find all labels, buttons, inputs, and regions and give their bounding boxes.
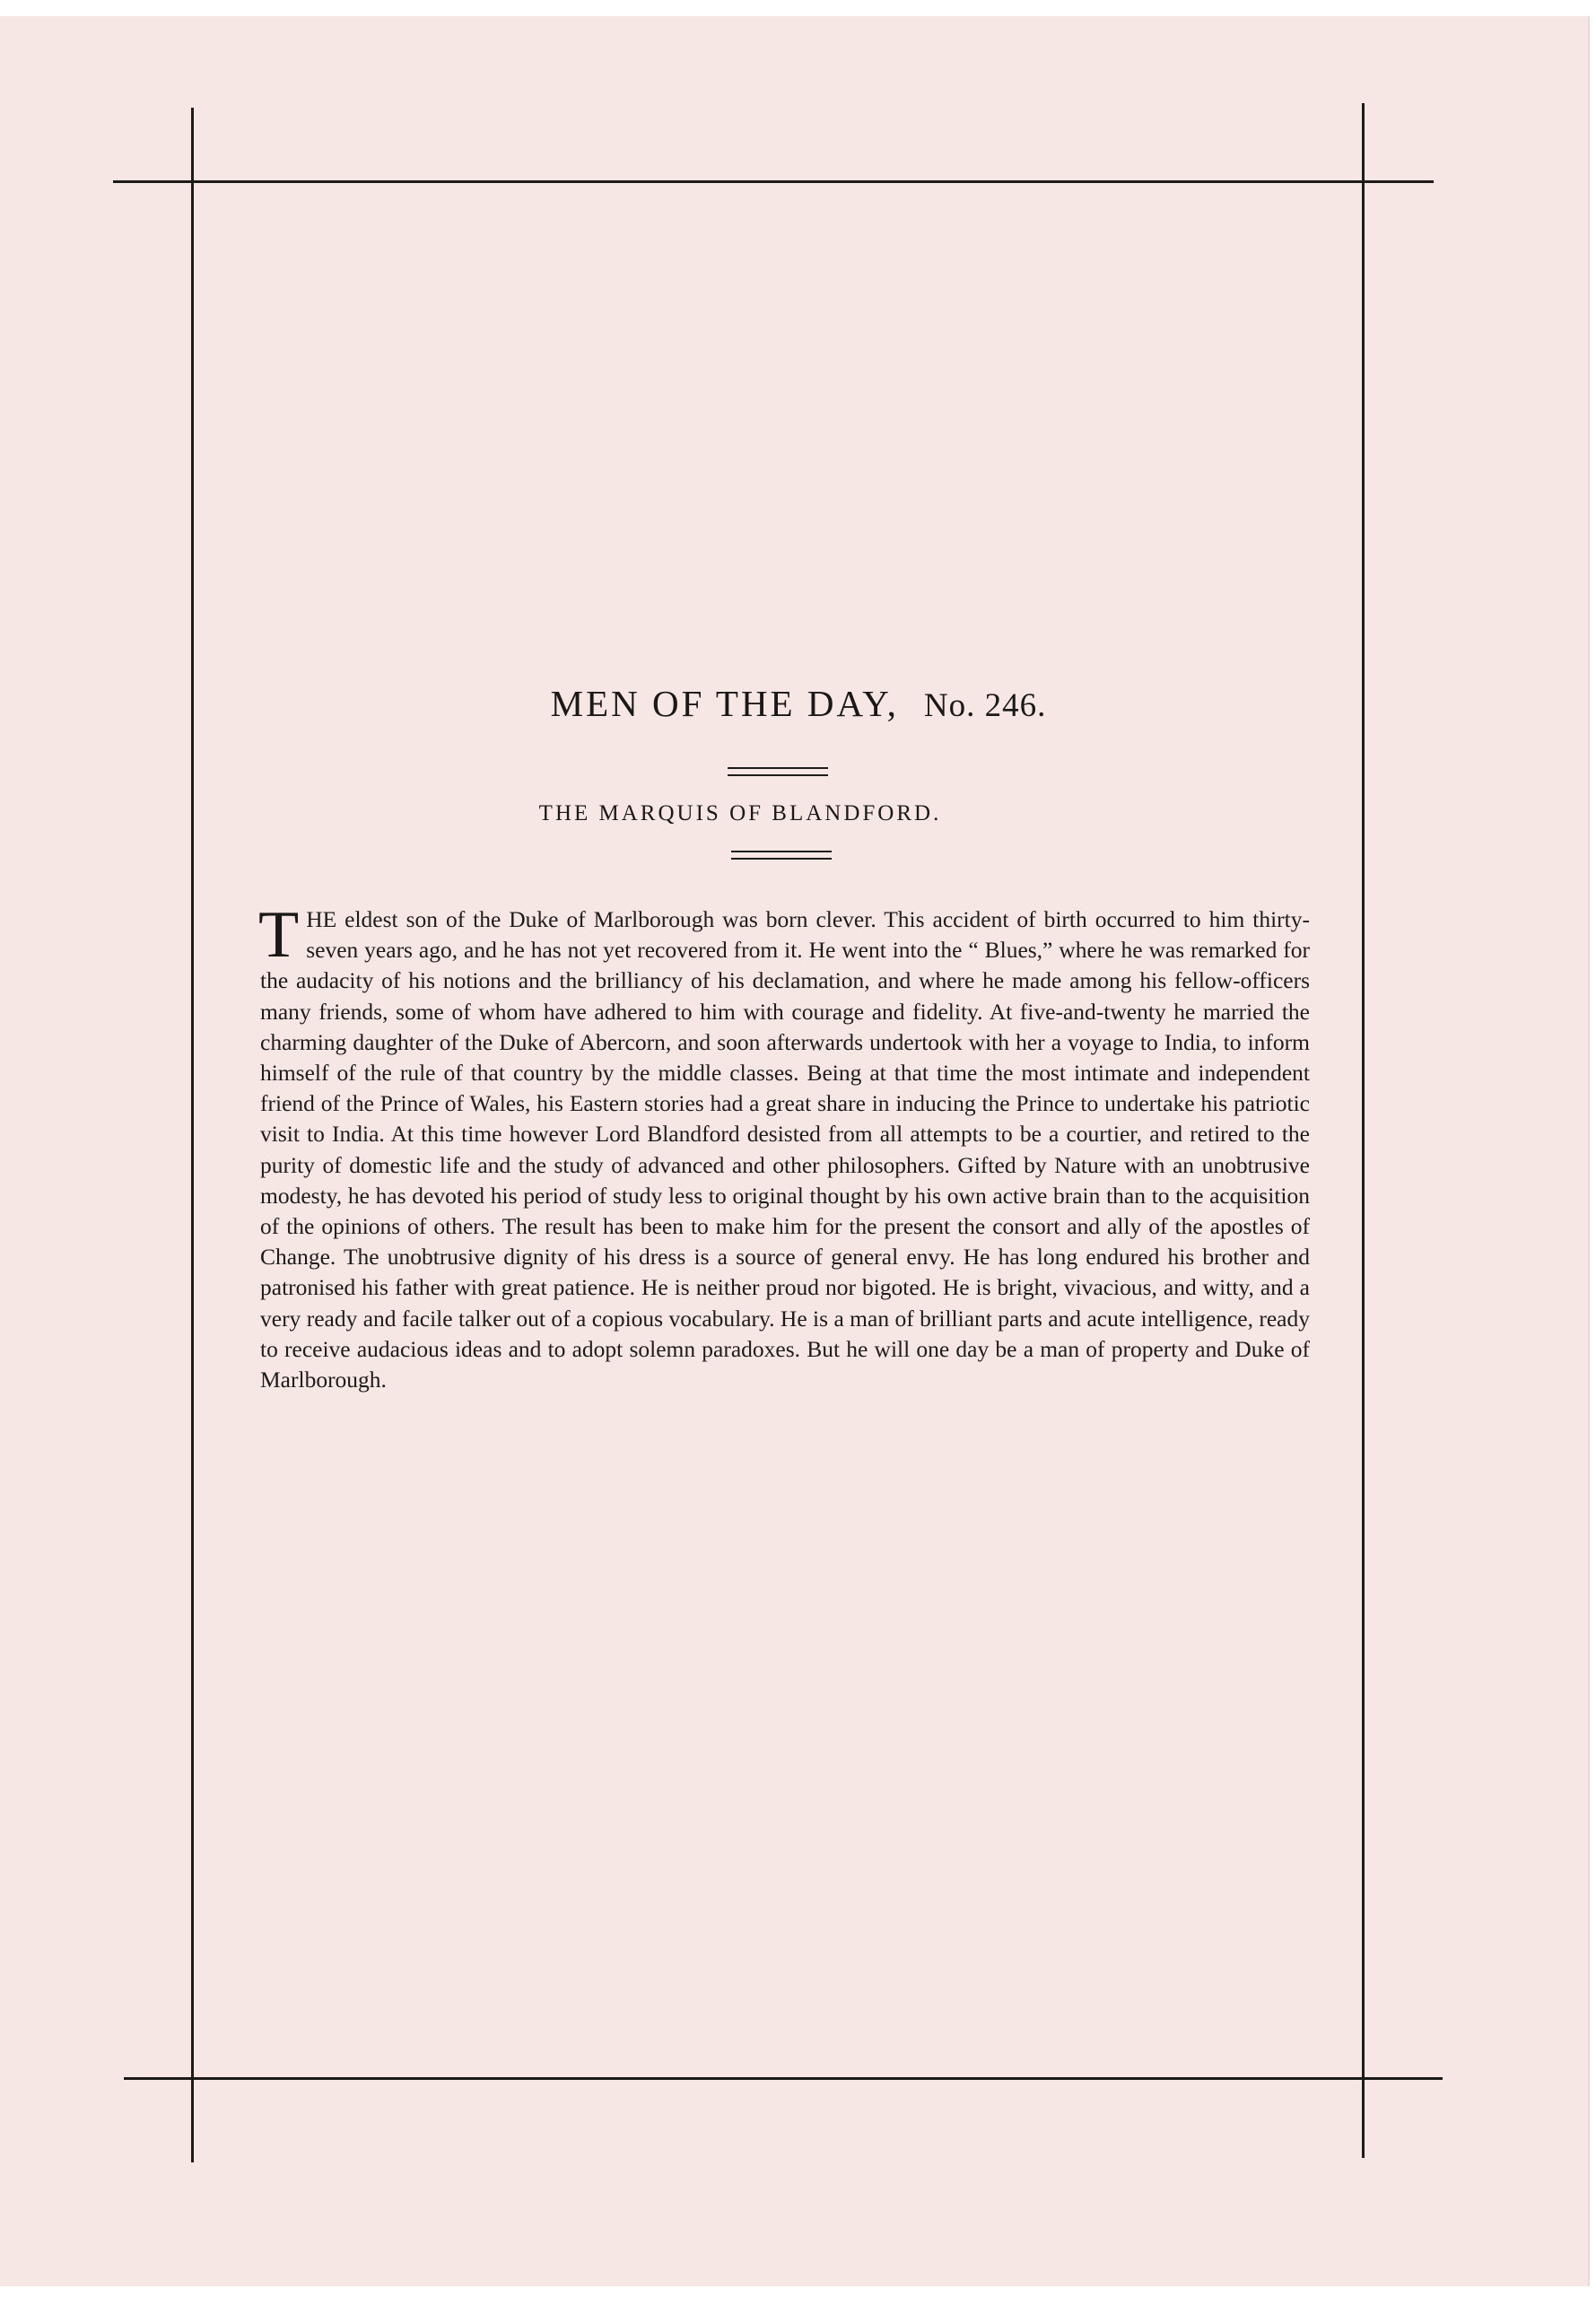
issue-number: No. 246. xyxy=(923,687,1047,724)
frame-top-rule xyxy=(113,180,1434,183)
subtitle-divider xyxy=(731,851,832,860)
series-title: MEN OF THE DAY, xyxy=(550,683,899,724)
frame-left-rule xyxy=(191,108,194,2162)
article-body xyxy=(258,898,1310,1395)
page-title xyxy=(458,682,1139,725)
article-subtitle: THE MARQUIS OF BLANDFORD. xyxy=(538,801,942,825)
drop-cap: T xyxy=(258,898,300,972)
frame-bottom-rule xyxy=(124,2077,1443,2080)
article-text: HE eldest son of the Duke of Marlborough was born clever. This accident of birth occurred to him thirty-seven years ago, and he has not yet recovered from it. He went into the “ Blues,” where he was remarked for the audacity of his notions and the brilliancy of his declamation, and where he made among his fellow-officers many friends, some of whom have adhered to him with courage and fidelity. At five-and-twenty he married the charming daughter of the Duke of Abercorn, and soon afterwards undertook with her a voyage to India, to inform himself of the rule of that country by the middle classes. Being at that time the most intimate and independent friend of the Prince of Wales, his Eastern stories had a great share in inducing the Prince to undertake his patriotic visit to India. At this time however Lord Blandford desisted from all attempts to be a courtier, and retired to the purity of domestic life and the study of advanced and other philosophers. Gifted by Nature with an unobtrusive modesty, he has devoted his period of study less to original thought by his own active brain than to the acquisition of the opinions of others. The result has been to make him for the present the consort and ally of the apostles of Change. The unobtrusive dignity of his dress is a source of general envy. He has long endured his brother and patronised his father with great patience. He is neither proud nor bigoted. He is bright, vivacious, and witty, and a very ready and facile talker out of a copious vocabulary. He is a man of brilliant parts and acute intelligence, ready to receive audacious ideas and to adopt solemn paradoxes. But he will one day be a man of property and Duke of Marlborough. xyxy=(260,906,1310,1393)
frame-right-rule xyxy=(1362,103,1365,2158)
title-divider xyxy=(728,767,828,776)
